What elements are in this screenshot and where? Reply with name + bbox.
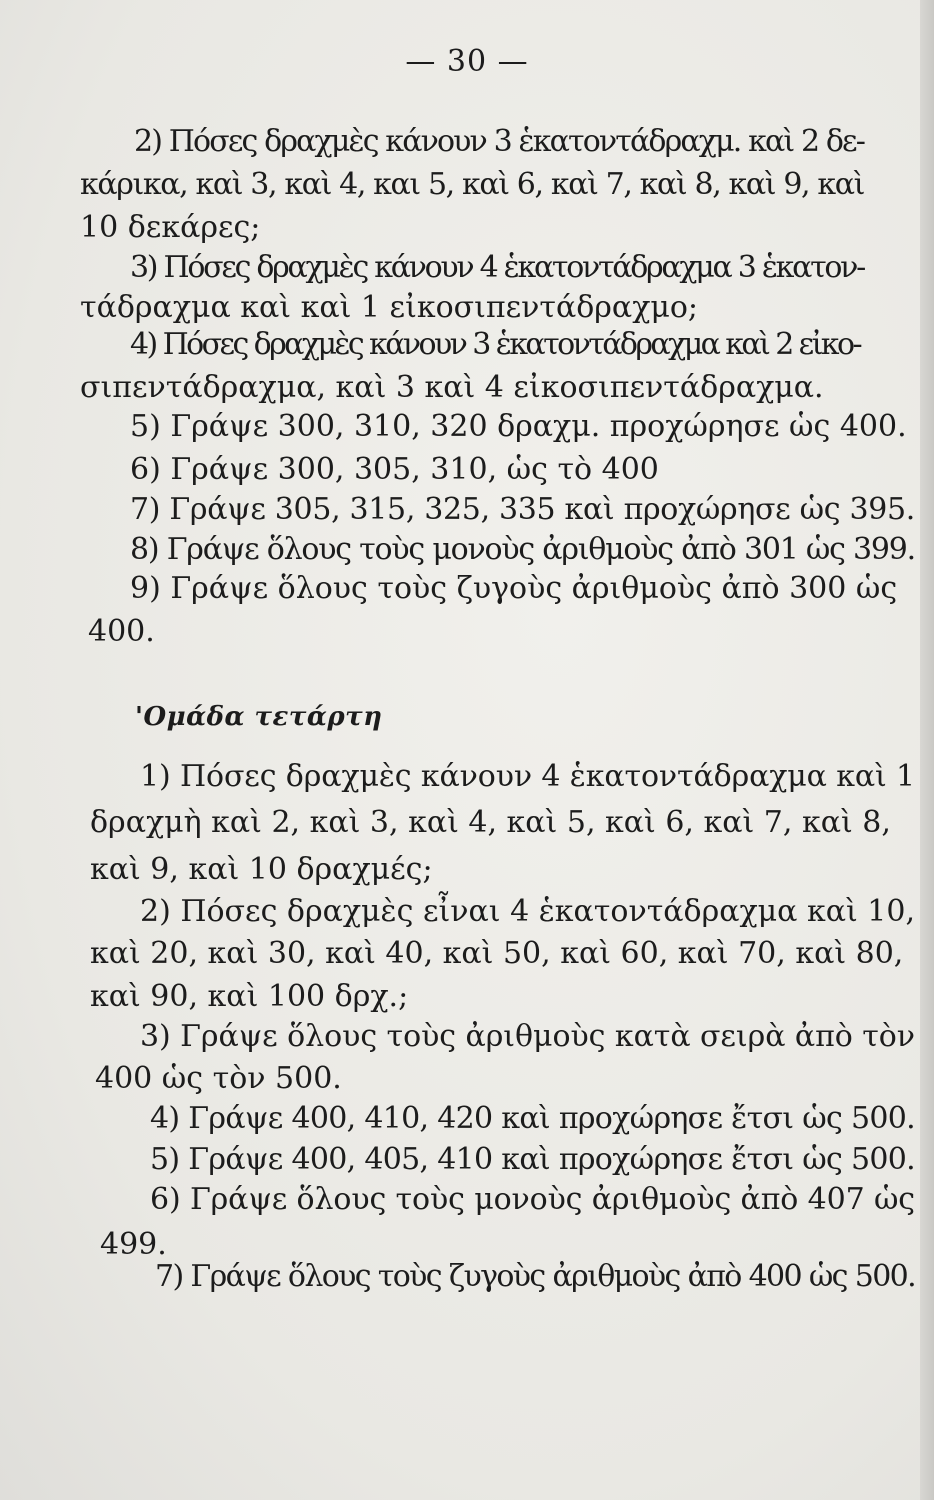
page-edge	[920, 0, 934, 1500]
text-line: σιπεντάδραχμα, καὶ 3 καὶ 4 εἰκοσιπεντάδραχμα.	[80, 370, 824, 405]
text-line: 400.	[88, 614, 155, 649]
text-line: 7) Γράψε 305, 315, 325, 335 καὶ προχώρησε ὡς 395.	[130, 492, 915, 527]
text-line: 6) Γράψε 300, 305, 310, ὡς τὸ 400	[130, 452, 659, 487]
text-line: 7) Γράψε ὅλους τοὺς ζυγοὺς ἀριθμοὺς ἀπὸ 400 ὡς 500.	[155, 1259, 915, 1294]
text-line: τάδραχμα καὶ καὶ 1 εἰκοσιπεντάδραχμο;	[80, 290, 699, 325]
text-line: 5) Γράψε 300, 310, 320 δραχμ. προχώρησε ὡς 400.	[130, 409, 907, 444]
text-line: 10 δεκάρες;	[80, 210, 261, 245]
page-number: — 30 —	[405, 44, 529, 79]
text-line: 499.	[100, 1227, 167, 1262]
text-line: 2) Πόσες δραχμὲς κάνουν 3 ἑκατοντάδραχμ. καὶ 2 δε-	[134, 124, 864, 159]
text-line: 400 ὡς τὸν 500.	[95, 1061, 342, 1096]
text-line: καὶ 90, καὶ 100 δρχ.;	[90, 979, 409, 1014]
text-line: 9) Γράψε ὅλους τοὺς ζυγοὺς ἀριθμοὺς ἀπὸ 300 ὡς	[130, 571, 898, 606]
text-line: 2) Πόσες δραχμὲς εἶναι 4 ἑκατοντάδραχμα καὶ 10,	[140, 894, 915, 929]
text-line: 1) Πόσες δραχμὲς κάνουν 4 ἑκατοντάδραχμα καὶ 1	[140, 759, 915, 794]
text-line: 4) Γράψε 400, 410, 420 καὶ προχώρησε ἔτσι ὡς 500.	[150, 1101, 915, 1136]
text-line: 3) Πόσες δραχμὲς κάνουν 4 ἑκατοντάδραχμα 3 ἑκατον-	[130, 250, 865, 285]
text-line: κάρικα, καὶ 3, καὶ 4, και 5, καὶ 6, καὶ 7, καὶ 8, καὶ 9, καὶ	[80, 167, 864, 202]
text-line: 8) Γράψε ὅλους τοὺς μονοὺς ἀριθμοὺς ἀπὸ 301 ὡς 399.	[130, 532, 915, 567]
text-line: καὶ 9, καὶ 10 δραχμές;	[90, 852, 433, 887]
text-line: 4) Πόσες δραχμὲς κάνουν 3 ἑκατοντάδραχμα καὶ 2 εἰκο-	[130, 327, 860, 362]
text-line: δραχμὴ καὶ 2, καὶ 3, καὶ 4, καὶ 5, καὶ 6, καὶ 7, καὶ 8,	[90, 805, 891, 840]
text-line: καὶ 20, καὶ 30, καὶ 40, καὶ 50, καὶ 60, καὶ 70, καὶ 80,	[90, 936, 904, 971]
text-line: 6) Γράψε ὅλους τοὺς μονοὺς ἀριθμοὺς ἀπὸ 407 ὡς	[150, 1182, 915, 1217]
text-line: 3) Γράψε ὅλους τοὺς ἀριθμοὺς κατὰ σειρὰ ἀπὸ τὸν	[140, 1019, 915, 1054]
section-heading: 'Ομάδα τετάρτη	[135, 702, 383, 732]
text-line: 5) Γράψε 400, 405, 410 καὶ προχώρησε ἔτσι ὡς 500.	[150, 1142, 915, 1177]
